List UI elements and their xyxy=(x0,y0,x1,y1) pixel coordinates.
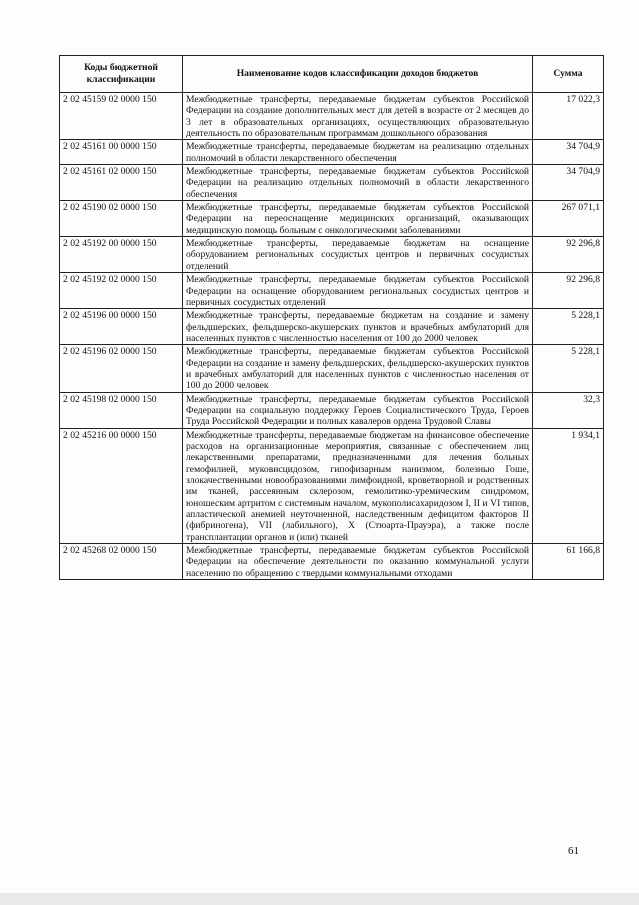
table-header-row xyxy=(60,56,604,93)
row-name: Межбюджетные трансферты, передаваемые бюджетам на финансовое обеспечение расходов на организационные мероприятия, связанные с обеспечением лиц лекарственными препаратами, предназначенными для лечения больных гемофилией, муковисцидозом, гипофизарным нанизмом, болезнью Гоше, злокачественными новообразованиями лимфоидной, кроветворной и родственных им тканей, рассеянным склерозом, гемолитико-уремическим синдромом, юношеским артритом с системным началом, мукополисахаридозом I, II и VI типов, апластической анемией неуточненной, наследственным дефицитом факторов II (фибриногена), VII (лабильного), X (Стюарта-Прауэра), а также после трансплантации органов и (или) тканей xyxy=(183,428,533,543)
row-name: Межбюджетные трансферты, передаваемые бюджетам субъектов Российской Федерации на создание и замену фельдшерских, фельдшерско-акушерских пунктов и врачебных амбулаторий для населенных пунктов с численностью населения от 100 до 2000 человек xyxy=(183,345,533,392)
table-row xyxy=(60,93,604,140)
row-name: Межбюджетные трансферты, передаваемые бюджетам на создание и замену фельдшерских, фельдшерско-акушерских пунктов и врачебных амбулаторий для населенных пунктов с численностью населения от 100 до 2000 человек xyxy=(183,309,533,345)
page-number: 61 xyxy=(568,845,579,857)
row-name: Межбюджетные трансферты, передаваемые бюджетам на реализацию отдельных полномочий в области лекарственного обеспечения xyxy=(183,140,533,165)
row-sum: 92 296,8 xyxy=(533,237,604,273)
table-row xyxy=(60,345,604,392)
scan-bottom-strip xyxy=(0,893,639,905)
row-sum: 32,3 xyxy=(533,392,604,428)
row-name: Межбюджетные трансферты, передаваемые бюджетам субъектов Российской Федерации на переоснащение медицинских организаций, оказывающих медицинскую помощь больным с онкологическими заболеваниями xyxy=(183,201,533,237)
row-sum: 267 071,1 xyxy=(533,201,604,237)
table-row xyxy=(60,544,604,580)
table-row xyxy=(60,392,604,428)
table-row xyxy=(60,237,604,273)
row-code: 2 02 45268 02 0000 150 xyxy=(60,544,183,580)
row-sum: 34 704,9 xyxy=(533,140,604,165)
row-sum: 17 022,3 xyxy=(533,93,604,140)
row-name: Межбюджетные трансферты, передаваемые бюджетам субъектов Российской Федерации на реализацию отдельных полномочий в области лекарственного обеспечения xyxy=(183,165,533,201)
row-code: 2 02 45161 02 0000 150 xyxy=(60,165,183,201)
table-row xyxy=(60,140,604,165)
row-code: 2 02 45198 02 0000 150 xyxy=(60,392,183,428)
row-sum: 5 228,1 xyxy=(533,345,604,392)
row-sum: 5 228,1 xyxy=(533,309,604,345)
row-sum: 1 934,1 xyxy=(533,428,604,543)
table-row xyxy=(60,428,604,543)
row-sum: 92 296,8 xyxy=(533,273,604,309)
row-code: 2 02 45196 02 0000 150 xyxy=(60,345,183,392)
row-code: 2 02 45216 00 0000 150 xyxy=(60,428,183,543)
table-row xyxy=(60,165,604,201)
row-name: Межбюджетные трансферты, передаваемые бюджетам субъектов Российской Федерации на социальную поддержку Героев Социалистического Труда, Героев Труда Российской Федерации и полных кавалеров ордена Трудовой Славы xyxy=(183,392,533,428)
row-name: Межбюджетные трансферты, передаваемые бюджетам субъектов Российской Федерации на создание дополнительных мест для детей в возрасте от 2 месяцев до 3 лет в образовательных организациях, осуществляющих образовательную деятельность по образовательным программам дошкольного образования xyxy=(183,93,533,140)
row-name: Межбюджетные трансферты, передаваемые бюджетам субъектов Российской Федерации на оснащение оборудованием региональных сосудистых центров и первичных сосудистых отделений xyxy=(183,273,533,309)
row-code: 2 02 45161 00 0000 150 xyxy=(60,140,183,165)
header-code: Коды бюджетной классификации xyxy=(60,56,183,93)
table-row xyxy=(60,201,604,237)
header-sum: Сумма xyxy=(533,56,604,93)
row-sum: 61 166,8 xyxy=(533,544,604,580)
row-sum: 34 704,9 xyxy=(533,165,604,201)
header-name: Наименование кодов классификации доходов бюджетов xyxy=(183,56,533,93)
row-code: 2 02 45196 00 0000 150 xyxy=(60,309,183,345)
row-code: 2 02 45190 02 0000 150 xyxy=(60,201,183,237)
row-code: 2 02 45159 02 0000 150 xyxy=(60,93,183,140)
budget-revenue-table xyxy=(59,55,604,580)
table-row xyxy=(60,309,604,345)
row-name: Межбюджетные трансферты, передаваемые бюджетам на оснащение оборудованием региональных сосудистых центров и первичных сосудистых отделений xyxy=(183,237,533,273)
row-code: 2 02 45192 02 0000 150 xyxy=(60,273,183,309)
row-code: 2 02 45192 00 0000 150 xyxy=(60,237,183,273)
row-name: Межбюджетные трансферты, передаваемые бюджетам субъектов Российской Федерации на обеспечение деятельности по оказанию коммунальной услуги населению по обращению с твердыми коммунальными отходами xyxy=(183,544,533,580)
table-row xyxy=(60,273,604,309)
